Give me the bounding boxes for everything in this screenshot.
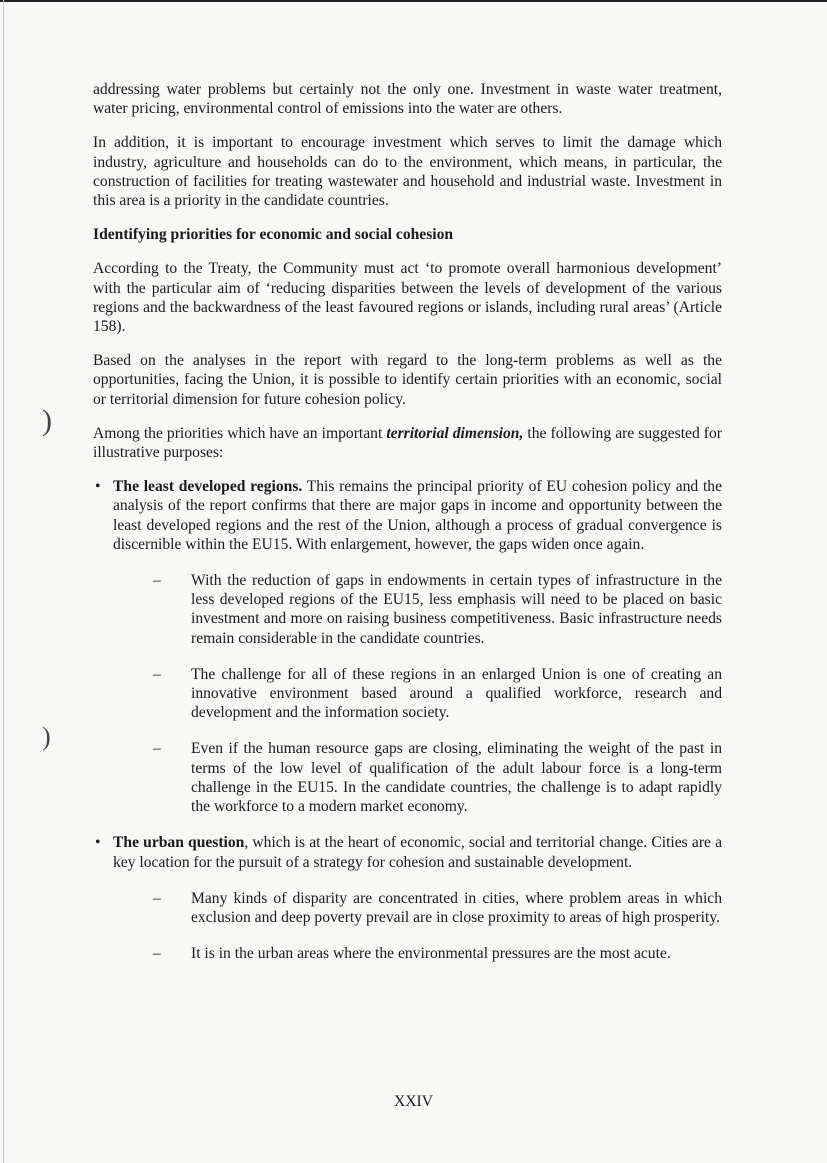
sub-item [113, 739, 722, 816]
sub-item-text: Even if the human resource gaps are closing, eliminating the weight of the past in terms of the low level of qualification of the adult labour force is a long-term challenge in the EU15. In the candidate countries, the challenge is to adapt rapidly the workforce to a modern market economy. [191, 740, 722, 816]
bullet-mark: • [95, 834, 101, 852]
dash-mark: – [153, 740, 161, 758]
paragraph: Based on the analyses in the report with regard to the long-term problems as well as the opportunities, facing the Union, it is possible to identify certain priorities with an economic, social or territorial dimension for future cohesion policy. [93, 352, 722, 408]
bullet-item [93, 833, 722, 963]
bullet-item [93, 477, 722, 816]
bullet-text: The urban question, which is at the heart of economic, social and territorial change. Cities are a key location for the pursuit of a strategy for cohesion and sustainable development. [113, 834, 722, 871]
bullet-text: The least developed regions. This remains the principal priority of EU cohesion policy and the analysis of the report confirms that there are major gaps in income and opportunity between the least developed regions and the rest of the Union, although a process of gradual convergence is discernible within the EU15. With enlargement, however, the gaps widen once again. [113, 478, 722, 553]
page-left-edge [3, 0, 4, 1163]
bullet-title: The urban question [113, 834, 245, 852]
paragraph: addressing water problems but certainly not the only one. Investment in waste water treatment, water pricing, environmental control of emissions into the water are others. [93, 81, 722, 118]
paragraph: In addition, it is important to encourage investment which serves to limit the damage which industry, agriculture and households can do to the environment, which means, in particular, the construction of facilities for treating wastewater and household and industrial waste. Investment in this area is a priority in the candidate countries. [93, 134, 722, 210]
bullet-title: The least developed regions. [113, 478, 303, 496]
sub-item-text: It is in the urban areas where the environmental pressures are the most acute. [191, 945, 671, 963]
dash-mark: – [153, 945, 161, 963]
page-top-rule [0, 0, 827, 2]
binder-hole-mark: ) [42, 722, 51, 751]
sub-item-text: With the reduction of gaps in endowments in certain types of infrastructure in the less developed regions of the EU15, less emphasis will need to be placed on basic investment and more on raising business competitiveness. Basic infrastructure needs remain considerable in the candidate countries. [191, 572, 722, 647]
sub-item-text: The challenge for all of these regions in an enlarged Union is one of creating an innovative environment based around a qualified workforce, research and development and the information society. [191, 665, 722, 722]
dash-mark: – [153, 889, 161, 907]
paragraph: According to the Treaty, the Community must act ‘to promote overall harmonious development’ with the particular aim of ‘reducing disparities between the levels of development of the various regions and the backwardness of the least favoured regions or islands, including rural areas’ (Article 158). [93, 260, 722, 336]
page-number: XXIV [394, 1093, 433, 1110]
dash-mark: – [153, 665, 161, 683]
sub-list [113, 889, 722, 964]
section-heading: Identifying priorities for economic and social cohesion [93, 226, 454, 244]
bullet-mark: • [95, 478, 101, 496]
dash-mark: – [153, 572, 161, 590]
sub-item [113, 665, 722, 723]
document-body [93, 80, 722, 980]
paragraph: Among the priorities which have an important territorial dimension, the following are suggested for illustrative purposes: [93, 424, 722, 462]
sub-item-text: Many kinds of disparity are concentrated in cities, where problem areas in which exclusion and deep poverty prevail are in close proximity to areas of high prosperity. [191, 889, 722, 926]
sub-item [113, 571, 722, 648]
sub-item [113, 889, 722, 927]
binder-hole-mark: ) [42, 404, 52, 437]
sub-item [113, 944, 722, 963]
sub-list [113, 571, 722, 816]
emphasis-text: territorial dimension, [386, 424, 524, 442]
